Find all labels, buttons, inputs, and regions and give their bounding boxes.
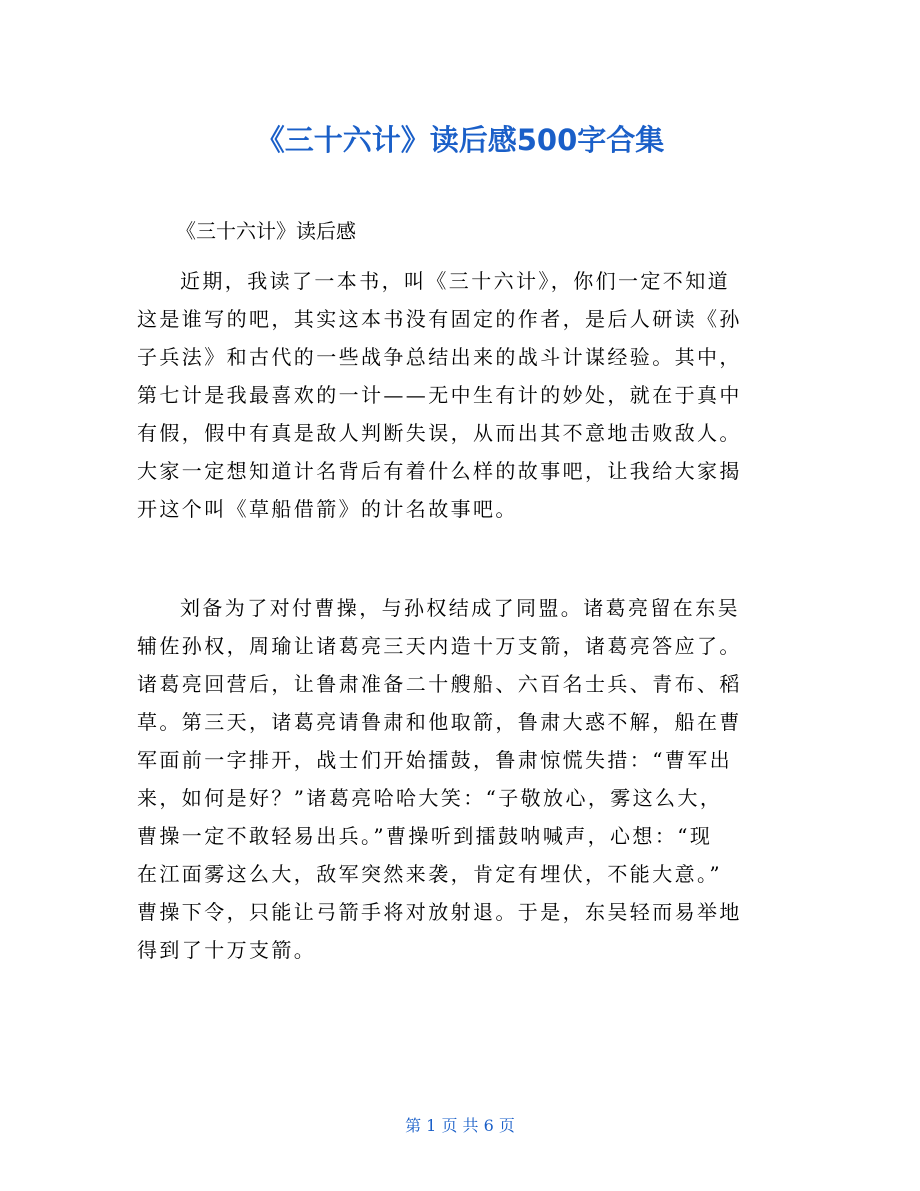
paragraph-line: 近期，我读了一本书，叫《三十六计》，你们一定不知道 — [180, 269, 730, 293]
paragraph-line: 刘备为了对付曹操，与孙权结成了同盟。诸葛亮留在东吴 — [180, 596, 740, 620]
paragraph-line: 第七计是我最喜欢的一计——无中生有计的妙处，就在于真中 — [137, 383, 742, 407]
paragraph-line: 辅佐孙权，周瑜让诸葛亮三天内造十万支箭，诸葛亮答应了。 — [137, 634, 742, 658]
paragraph-line: 在江面雾这么大，敌军突然来袭，肯定有埋伏，不能大意。” — [137, 862, 723, 886]
paragraph-line: 诸葛亮回营后，让鲁肃准备二十艘船、六百名士兵、青布、稻 — [137, 672, 742, 696]
paragraph-2 — [137, 589, 783, 969]
paragraph-line: 曹操一定不敢轻易出兵。”曹操听到擂鼓呐喊声，心想：“现 — [137, 824, 713, 848]
paragraph-line: 得到了十万支箭。 — [137, 938, 317, 962]
paragraph-1 — [137, 262, 783, 528]
paragraph-line: 这是谁写的吧，其实这本书没有固定的作者，是后人研读《孙 — [137, 307, 742, 331]
paragraph-line: 来，如何是好？”诸葛亮哈哈大笑：“子敬放心，雾这么大， — [137, 786, 723, 810]
document-title: 《三十六计》读后感500字合集 — [255, 123, 665, 157]
paragraph-line: 开这个叫《草船借箭》的计名故事吧。 — [137, 497, 518, 521]
paragraph-line: 子兵法》和古代的一些战争总结出来的战斗计谋经验。其中， — [137, 345, 742, 369]
paragraph-line: 草。第三天，诸葛亮请鲁肃和他取箭，鲁肃大惑不解，船在曹 — [137, 710, 742, 734]
paragraph-line: 军面前一字排开，战士们开始擂鼓，鲁肃惊慌失措：“曹军出 — [137, 748, 733, 772]
paragraph-line: 大家一定想知道计名背后有着什么样的故事吧，让我给大家揭 — [137, 459, 742, 483]
paragraph-line: 曹操下令，只能让弓箭手将对放射退。于是，东吴轻而易举地 — [137, 900, 742, 924]
page-number-footer: 第 1 页 共 6 页 — [405, 1116, 515, 1135]
section-heading: 《三十六计》读后感 — [176, 219, 356, 243]
paragraph-line: 有假，假中有真是敌人判断失误，从而出其不意地击败敌人。 — [137, 421, 742, 445]
